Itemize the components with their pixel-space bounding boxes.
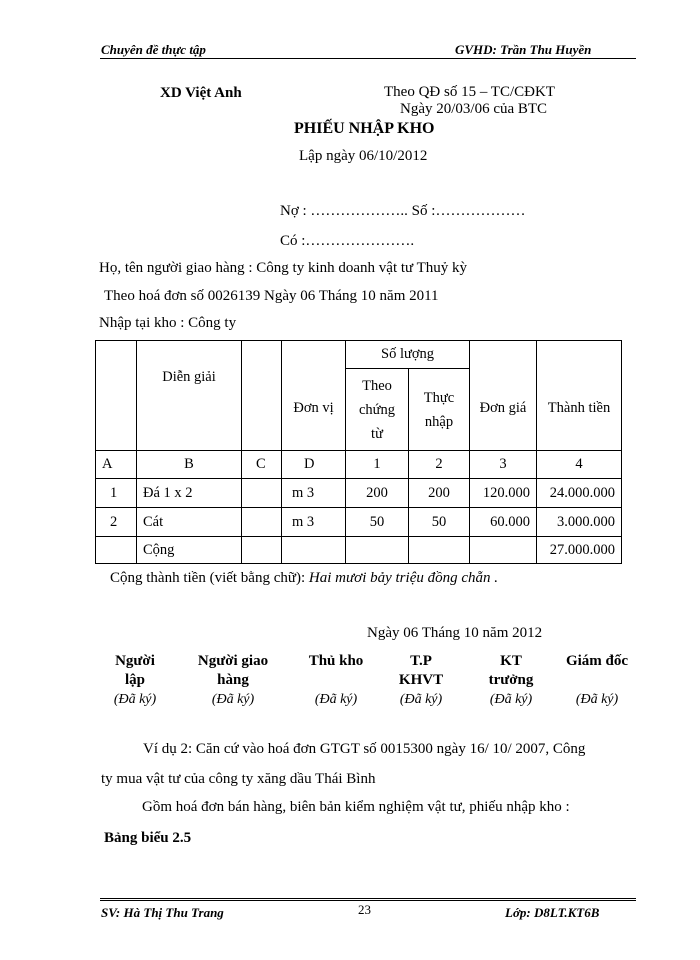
total-label: Cộng bbox=[137, 537, 242, 564]
code-cell: A bbox=[96, 451, 137, 479]
signature-block: T.P KHVT (Đã ký) bbox=[398, 653, 444, 707]
sign-date: Ngày 06 Tháng 10 năm 2012 bbox=[367, 625, 543, 641]
code-cell: B bbox=[137, 451, 242, 479]
footer-left: SV: Hà Thị Thu Trang bbox=[101, 905, 224, 920]
header-amount: Thành tiền bbox=[537, 341, 622, 451]
credit-line: Có :…………………. bbox=[280, 233, 415, 249]
page-title: PHIẾU NHẬP KHO bbox=[294, 120, 435, 137]
header-price: Đơn giá bbox=[470, 341, 537, 451]
deliverer-line: Họ, tên người giao hàng : Công ty kinh doanh vật tư Thuỷ kỳ bbox=[99, 260, 468, 276]
signature-block: Thủ kho (Đã ký) bbox=[308, 653, 364, 707]
table-reference: Bảng biểu 2.5 bbox=[104, 830, 192, 846]
regulation-line1: Theo QĐ số 15 – TC/CĐKT bbox=[384, 84, 555, 100]
page-number: 23 bbox=[358, 902, 371, 917]
header-description: Diễn giải bbox=[137, 341, 242, 451]
table-row: 1 Đá 1 x 2 m 3 200 200 120.000 24.000.000 bbox=[96, 479, 622, 508]
warehouse-line: Nhập tại kho : Công ty bbox=[99, 315, 237, 331]
invoice-line: Theo hoá đơn số 0026139 Ngày 06 Tháng 10 năm 2011 bbox=[104, 288, 439, 304]
signature-block: Giám đốc (Đã ký) bbox=[565, 653, 629, 707]
example-line3: Gồm hoá đơn bán hàng, biên bản kiểm nghiệm vật tư, phiếu nhập kho : bbox=[142, 799, 570, 815]
receipt-table bbox=[95, 340, 622, 564]
debit-number: Nợ : ……………….. Số :……………… bbox=[280, 203, 526, 219]
total-amount: 27.000.000 bbox=[537, 537, 622, 564]
header-left: Chuyên đề thực tập bbox=[101, 42, 206, 57]
code-row bbox=[96, 451, 622, 479]
code-cell: C bbox=[242, 451, 282, 479]
amount-in-words: Cộng thành tiền (viết bằng chữ): Hai mươi bảy triệu đồng chẵn . bbox=[110, 570, 499, 586]
created-date: Lập ngày 06/10/2012 bbox=[299, 148, 428, 164]
code-cell: D bbox=[282, 451, 346, 479]
header-rule bbox=[100, 58, 636, 59]
regulation-line2: Ngày 20/03/06 của BTC bbox=[400, 101, 548, 117]
table-header-row bbox=[96, 341, 622, 369]
header-quantity: Số lượng bbox=[346, 341, 470, 369]
header-unit: Đơn vị bbox=[282, 341, 346, 451]
table-row: 2 Cát m 3 50 50 60.000 3.000.000 bbox=[96, 508, 622, 537]
header-right: GVHD: Trần Thu Huyền bbox=[455, 42, 592, 57]
signature-block: KT trưởng (Đã ký) bbox=[488, 653, 534, 707]
signature-block: Người giao hàng (Đã ký) bbox=[197, 653, 269, 707]
header-per-document: Theo chứng từ bbox=[346, 369, 409, 451]
code-cell: 4 bbox=[537, 451, 622, 479]
footer-right: Lớp: D8LT.KT6B bbox=[505, 905, 600, 920]
example-line1: Ví dụ 2: Căn cứ vào hoá đơn GTGT số 0015300 ngày 16/ 10/ 2007, Công bbox=[143, 741, 586, 757]
code-cell: 2 bbox=[409, 451, 470, 479]
company-name: XD Việt Anh bbox=[160, 85, 242, 101]
code-cell: 1 bbox=[346, 451, 409, 479]
header-actual: Thực nhập bbox=[409, 369, 470, 451]
example-line2: ty mua vật tư của công ty xăng dầu Thái Bình bbox=[101, 771, 376, 787]
signature-block: Người lập (Đã ký) bbox=[113, 653, 157, 707]
total-row bbox=[96, 537, 622, 564]
footer-rule bbox=[100, 898, 636, 901]
code-cell: 3 bbox=[470, 451, 537, 479]
